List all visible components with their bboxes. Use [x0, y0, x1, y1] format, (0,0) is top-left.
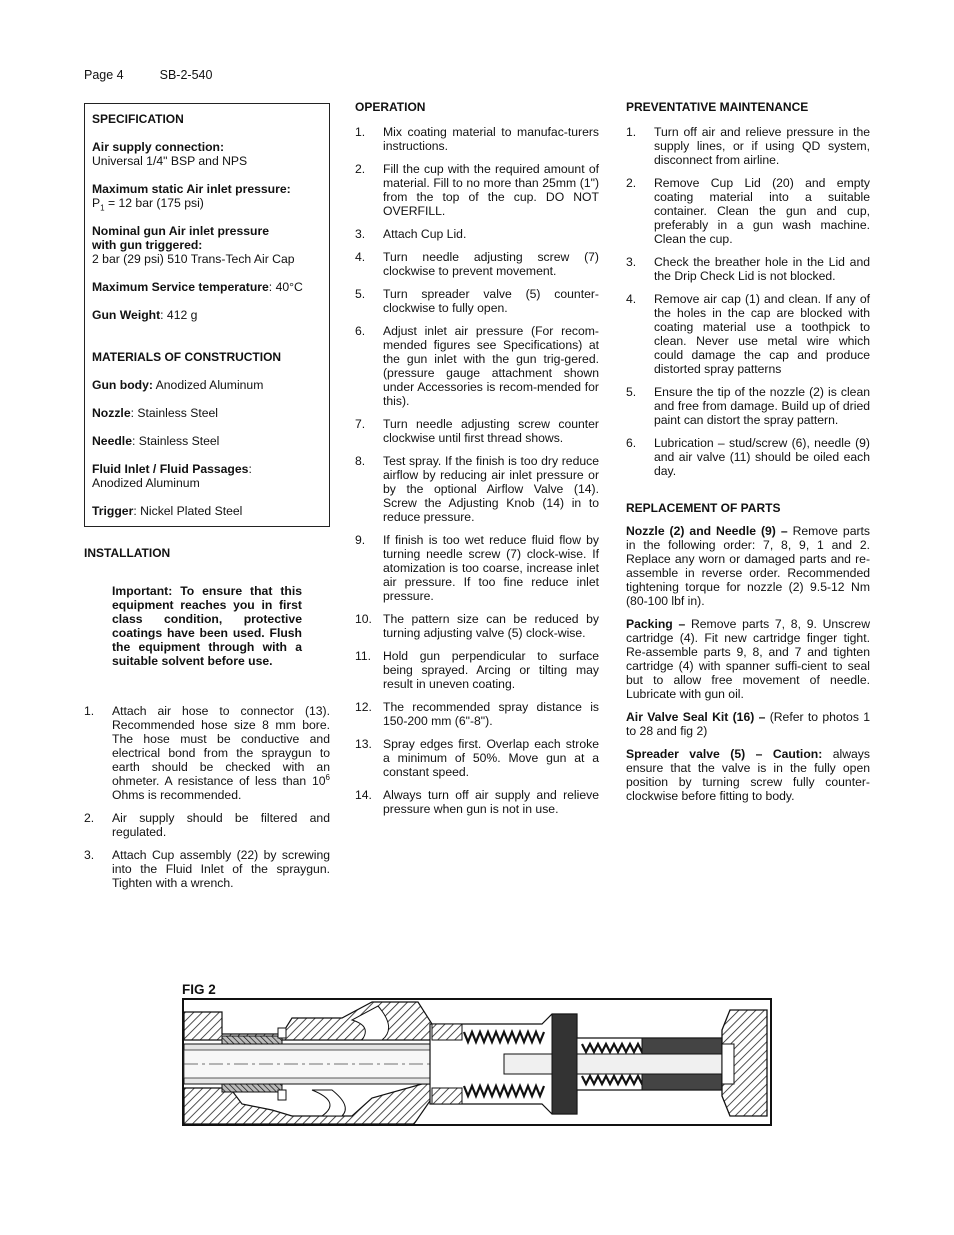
spec-air-supply-value: Universal 1/4" BSP and NPS	[92, 154, 248, 168]
list-item	[84, 811, 330, 839]
material-needle	[92, 434, 321, 448]
list-item-text: Lubrication – stud/screw (6), needle (9) and air valve (11) should be oiled each day.	[654, 436, 870, 478]
list-item	[355, 649, 599, 691]
list-item-number: 4.	[355, 250, 366, 264]
list-item	[626, 436, 870, 478]
replacement-title: REPLACEMENT OF PARTS	[626, 501, 781, 515]
list-item	[355, 250, 599, 278]
list-item-number: 3.	[626, 255, 637, 269]
list-item	[84, 704, 330, 802]
list-item-text: Spray edges first. Overlap each stroke a minimum of 50%. Move gun at a constant speed.	[383, 737, 599, 779]
list-item-number: 5.	[355, 287, 366, 301]
list-item	[355, 788, 599, 816]
installation-important-note: Important: To ensure that this equipment reaches you in first class condition, protective coatings have been used. Flush the equipment through with a suitable solvent before use.	[112, 584, 302, 668]
material-fluid-label: Fluid Inlet / Fluid Passages	[92, 462, 249, 476]
cross-section-drawing	[182, 998, 772, 1126]
replacement-seal-label: Air Valve Seal Kit (16) –	[626, 710, 766, 724]
list-item-text: Attach Cup Lid.	[383, 227, 467, 241]
installation-list	[84, 704, 330, 890]
list-item-number: 6.	[626, 436, 637, 450]
page-header	[84, 68, 212, 82]
list-item-text: Check the breather hole in the Lid and the Drip Check Lid is not blocked.	[654, 255, 870, 283]
list-item-text: Fill the cup with the required amount of material. Fill to no more than 25mm (1") from the top of the cup. DO NOT OVERFILL.	[383, 162, 599, 218]
list-item-text: Ensure the tip of the nozzle (2) is clean and free from damage. Build up of dried paint can distort the spray pattern.	[654, 385, 870, 427]
list-item	[355, 737, 599, 779]
material-fluid-colon: :	[248, 462, 252, 476]
list-item-number: 3.	[355, 227, 366, 241]
spec-air-supply-label: Air supply connection:	[92, 140, 225, 154]
replacement-nozzle	[626, 524, 870, 608]
list-item-number: 2.	[355, 162, 366, 176]
replacement-packing-text: Remove parts 7, 8, 9. Unscrew cartridge (4). Fit new cartridge finger tight. Re-assemble parts 9, 8, and 7 and tighten cartridge (4) with spanner suffi-cient to seal but to allow free movement of needle. Lubricate with gun oil.	[626, 617, 870, 701]
list-item-text: Adjust inlet air pressure (For recom-mended figures see Specifications) at the gun inlet with the gun trig-gered. (pressure gauge attachment shown under Accessories is recom-mended for this).	[383, 324, 599, 408]
list-item	[626, 385, 870, 427]
list-item-text-tail: Ohms is recommended.	[112, 788, 242, 802]
replacement-nozzle-label: Nozzle (2) and Needle (9) –	[626, 524, 788, 538]
list-item	[355, 162, 599, 218]
list-item-number: 6.	[355, 324, 366, 338]
material-body-value: Anodized Aluminum	[152, 378, 264, 392]
material-trigger-value: : Nickel Plated Steel	[133, 504, 243, 518]
replacement-nozzle-text: Remove parts in the following order: 7, 8, 9, 1 and 2. Replace any worn or damaged parts and re-assemble in reverse order. Recommended tightening torque for nozzle (2) 9.5-12 Nm (80-100 lbf in).	[626, 524, 871, 608]
list-item-number: 12.	[355, 700, 372, 714]
list-item-number: 2.	[84, 811, 95, 825]
list-item-text: Remove Cup Lid (20) and empty coating material into a suitable container. Clean the gun and cup, preferably in a gun wash machine. Clean the cup.	[654, 176, 870, 246]
list-item	[626, 292, 870, 376]
list-item-number: 4.	[626, 292, 637, 306]
material-nozzle	[92, 406, 321, 420]
list-item	[626, 125, 870, 167]
spec-air-supply	[92, 140, 321, 168]
material-trigger	[92, 504, 321, 518]
list-item	[355, 287, 599, 315]
list-item	[355, 227, 599, 241]
list-item-number: 11.	[355, 649, 372, 663]
list-item	[626, 255, 870, 283]
maintenance-list	[626, 125, 870, 478]
list-item-text: Hold gun perpendicular to surface being sprayed. Arcing or tilting may result in uneven coating.	[383, 649, 599, 691]
list-item-text: Mix coating material to manufac-turers instructions.	[383, 125, 599, 153]
material-body	[92, 378, 321, 392]
spec-max-temp-label: Maximum Service temperature	[92, 280, 269, 294]
spec-max-static-sub: 1	[100, 203, 105, 213]
list-item	[84, 848, 330, 890]
list-item-number: 14.	[355, 788, 372, 802]
replacement-spreader-label: Spreader valve (5) – Caution:	[626, 747, 823, 761]
list-item-superscript: 6	[325, 772, 330, 782]
material-nozzle-label: Nozzle	[92, 406, 131, 420]
list-item	[355, 700, 599, 728]
figure-label: FIG 2	[182, 982, 216, 997]
material-fluid	[92, 462, 321, 490]
materials-title: MATERIALS OF CONSTRUCTION	[92, 350, 282, 364]
list-item-number: 1.	[355, 125, 366, 139]
material-fluid-value: Anodized Aluminum	[92, 476, 200, 490]
list-item-number: 9.	[355, 533, 366, 547]
list-item-text: Test spray. If the finish is too dry reduce airflow by reducing air inlet pressure or by the optional Airflow Valve (14). Screw the Adjusting Knob (14) in to reduce pressure.	[383, 454, 599, 524]
list-item-number: 3.	[84, 848, 95, 862]
list-item-text: Air supply should be filtered and regulated.	[112, 811, 330, 839]
list-item-number: 10.	[355, 612, 372, 626]
spec-nominal	[92, 224, 321, 266]
list-item-number: 2.	[626, 176, 637, 190]
replacement-packing-label: Packing –	[626, 617, 686, 631]
maintenance-title: PREVENTATIVE MAINTENANCE	[626, 100, 809, 114]
material-trigger-label: Trigger	[92, 504, 134, 518]
column-right	[626, 100, 870, 812]
page-number: Page 4	[84, 68, 124, 82]
replacement-packing	[626, 617, 870, 701]
operation-list	[355, 125, 599, 816]
document-code: SB-2-540	[159, 68, 213, 82]
spec-max-static-p: P	[92, 196, 101, 210]
material-needle-value: : Stainless Steel	[131, 434, 220, 448]
operation-title: OPERATION	[355, 100, 426, 114]
list-item	[626, 176, 870, 246]
material-nozzle-value: : Stainless Steel	[130, 406, 218, 420]
spec-nominal-value: 2 bar (29 psi) 510 Trans-Tech Air Cap	[92, 252, 295, 266]
list-item-text: Turn off air and relieve pressure in the supply lines, or if using QD system, disconnect from airline.	[654, 125, 870, 167]
list-item-text: Attach Cup assembly (22) by screwing into the Fluid Inlet of the spraygun. Tighten with a wrench.	[112, 848, 330, 890]
list-item-number: 7.	[355, 417, 366, 431]
replacement-seal-kit	[626, 710, 870, 738]
list-item-text: The recommended spray distance is 150-200 mm (6"-8").	[383, 700, 599, 728]
list-item	[355, 125, 599, 153]
list-item-text: The pattern size can be reduced by turning adjusting valve (5) clock-wise.	[383, 612, 599, 640]
spec-weight	[92, 308, 321, 322]
spec-max-temp	[92, 280, 321, 294]
specification-box	[84, 103, 330, 527]
spec-nominal-label-1: Nominal gun Air inlet pressure	[92, 224, 269, 238]
spec-max-static-value: = 12 bar (175 psi)	[104, 196, 204, 210]
list-item-number: 5.	[626, 385, 637, 399]
spec-nominal-label-2: with gun triggered:	[92, 238, 203, 252]
column-left	[84, 100, 330, 899]
column-middle	[355, 100, 599, 825]
list-item-text: Always turn off air supply and relieve pressure when gun is not in use.	[383, 788, 599, 816]
list-item-text: Turn needle adjusting screw counter clockwise until first thread shows.	[383, 417, 599, 445]
specification-title: SPECIFICATION	[92, 112, 184, 126]
replacement-spreader	[626, 747, 870, 803]
material-needle-label: Needle	[92, 434, 132, 448]
spec-weight-label: Gun Weight	[92, 308, 161, 322]
list-item-number: 1.	[626, 125, 637, 139]
list-item	[355, 417, 599, 445]
replacement-seal-text: (Refer to photos 1 to 28 and fig 2)	[626, 710, 870, 738]
list-item-number: 13.	[355, 737, 372, 751]
list-item	[355, 324, 599, 408]
list-item-number: 8.	[355, 454, 366, 468]
list-item-text: Turn needle adjusting screw (7) clockwise to prevent movement.	[383, 250, 599, 278]
material-body-label: Gun body:	[92, 378, 153, 392]
list-item	[355, 533, 599, 603]
list-item	[355, 454, 599, 524]
spec-max-temp-value: : 40°C	[268, 280, 303, 294]
spec-weight-value: : 412 g	[160, 308, 198, 322]
replacement-spreader-text: always ensure that the valve is in the fully open position by turning screw fully counter-clockwise before fitting to body.	[626, 747, 870, 803]
list-item-text: Attach air hose to connector (13). Recommended hose size 8 mm bore. The hose must be conductive and electrical bond from the spraygun to earth should be checked with an ohmeter. A resistance of less than 10	[112, 704, 330, 788]
list-item-text: Turn spreader valve (5) counter-clockwise to fully open.	[383, 287, 599, 315]
spec-max-static	[92, 182, 321, 213]
list-item-text: Remove air cap (1) and clean. If any of the holes in the cap are blocked with coating material use a toothpick to clean. Never use metal wire which could damage the cap and produce distorted spray patterns	[654, 292, 870, 376]
list-item-number: 1.	[84, 704, 95, 718]
list-item	[355, 612, 599, 640]
installation-title: INSTALLATION	[84, 546, 171, 560]
spec-max-static-label: Maximum static Air inlet pressure:	[92, 182, 291, 196]
list-item-text: If finish is too wet reduce fluid flow by turning needle screw (7) clock-wise. If atomization is too coarse, increase inlet air pressure. If too fine reduce inlet pressure.	[383, 533, 599, 603]
